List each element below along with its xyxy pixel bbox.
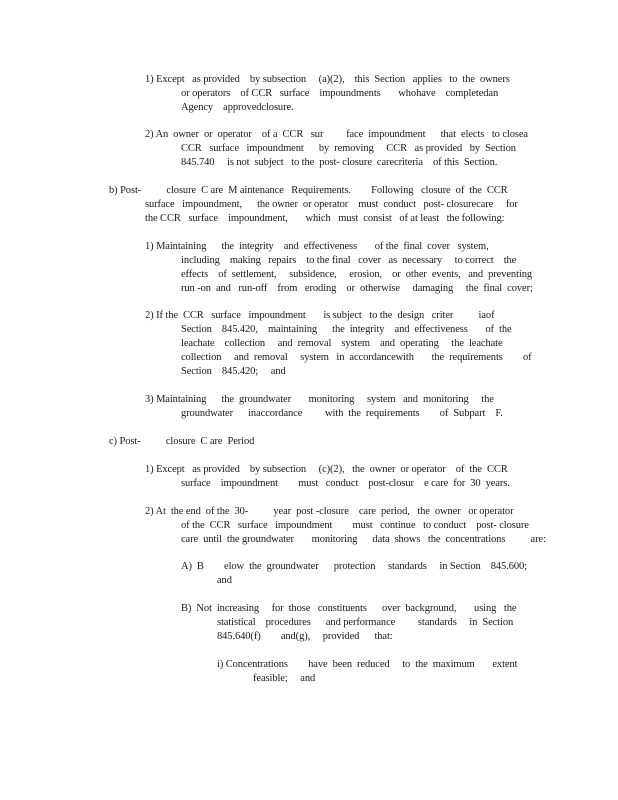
- text-line: feasible; and: [253, 673, 316, 684]
- section-heading-c: c) Post- closure C are Period: [109, 436, 255, 447]
- text-line: 1) Maintaining the integrity and effectiveness of the final cover system,: [145, 241, 489, 252]
- text-line: groundwater inaccordance with the requirements of Subpart F.: [181, 408, 503, 419]
- text-line: of the CCR surface impoundment must continue to conduct post- closure: [181, 520, 529, 531]
- text-line: leachate collection and removal system and operating the leachate: [181, 338, 503, 349]
- text-line: i) Concentrations have been reduced to the maximum extent: [217, 659, 518, 670]
- text-line: surface impoundment, the owner or operator must conduct post- closurecare for: [145, 199, 518, 210]
- text-line: the CCR surface impoundment, which must consist of at least the following:: [145, 213, 505, 224]
- text-line: and: [217, 575, 232, 586]
- text-line: CCR surface impoundment by removing CCR as provided by Section: [181, 143, 516, 154]
- text-line: 2) An owner or operator of a CCR sur face impoundment that elects to closea: [145, 129, 528, 140]
- text-line: 2) If the CCR surface impoundment is subject to the design criter iaof: [145, 310, 495, 321]
- text-line: 845.740 is not subject to the post- closure carecriteria of this Section.: [181, 157, 498, 168]
- text-line: 2) At the end of the 30- year post -closure care period, the owner or operator: [145, 506, 514, 517]
- text-line: including making repairs to the final cover as necessary to correct the: [181, 255, 517, 266]
- text-line: or operators of CCR surface impoundments whohave completedan: [181, 88, 499, 99]
- text-line: statistical procedures and performance standards in Section: [217, 617, 514, 628]
- text-line: B) Not increasing for those constituents over background, using the: [181, 603, 517, 614]
- text-line: 845.640(f) and(g), provided that:: [217, 631, 393, 642]
- text-line: Section 845.420, maintaining the integrity and effectiveness of the: [181, 324, 512, 335]
- text-line: collection and removal system in accordancewith the requirements of: [181, 352, 532, 363]
- text-line: Agency approvedclosure.: [181, 102, 294, 113]
- text-line: run -on and run-off from eroding or otherwise damaging the final cover;: [181, 283, 533, 294]
- text-line: Section 845.420; and: [181, 366, 286, 377]
- text-line: A) B elow the groundwater protection standards in Section 845.600;: [181, 561, 527, 572]
- text-line: care until the groundwater monitoring data shows the concentrations are:: [181, 534, 546, 545]
- text-line: surface impoundment must conduct post-closur e care for 30 years.: [181, 478, 510, 489]
- section-heading-b: b) Post- closure C are M aintenance Requirements. Following closure of the CCR: [109, 185, 508, 196]
- text-line: effects of settlement, subsidence, erosion, or other events, and preventing: [181, 269, 533, 280]
- text-line: 1) Except as provided by subsection (c)(2), the owner or operator of the CCR: [145, 464, 508, 475]
- text-line: 1) Except as provided by subsection (a)(2), this Section applies to the owners: [145, 74, 510, 85]
- text-line: 3) Maintaining the groundwater monitoring system and monitoring the: [145, 394, 494, 405]
